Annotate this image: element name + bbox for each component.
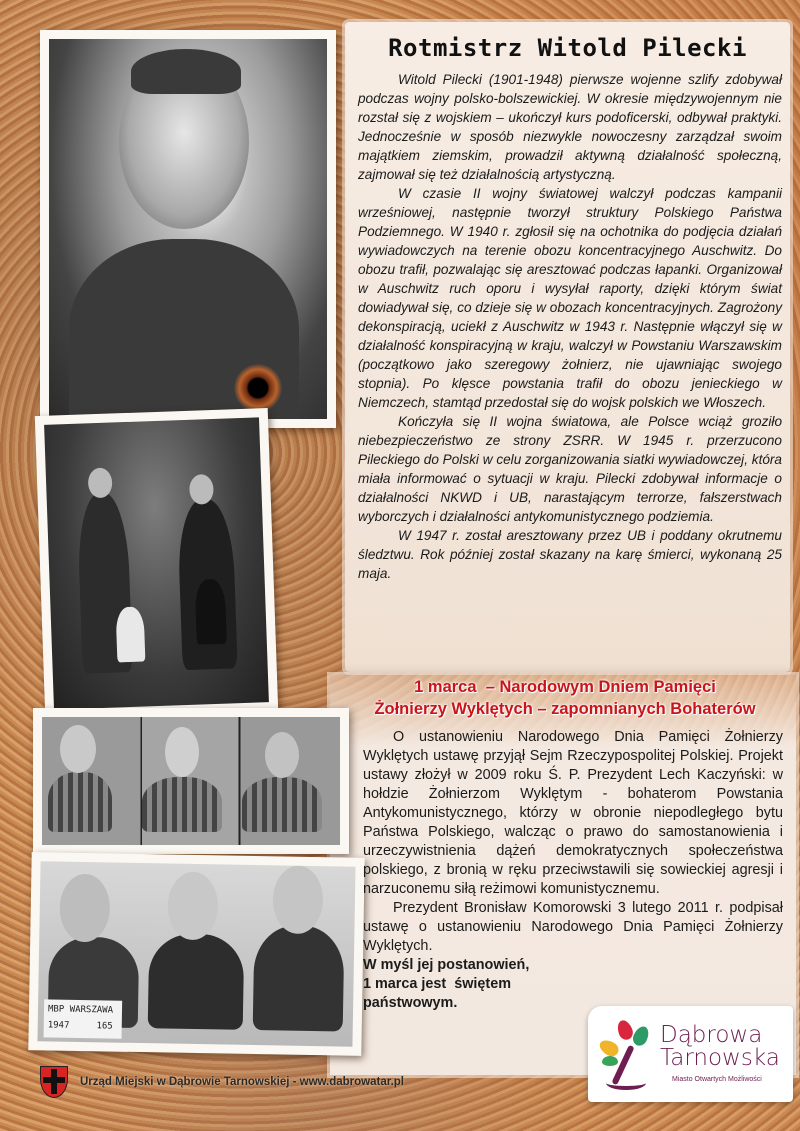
hand-icon	[606, 1076, 646, 1090]
logo-name	[660, 1024, 780, 1070]
bio-paragraph: Kończyła się II wojna światowa, ale Polsce wciąż groziło niebezpieczeństwo ze strony ZSRR. W 1945 r. przerzucono Pileckiego do Polski w celu zorganizowania siatki wywiadowczej, która miała informować o sytuacji w kraju. Pilecki zdobywał informacje o działalności NKWD i UB, narastającym terrorze, fałszerstwach wyborczych i działalności antykomunistycznego podziemia.	[358, 414, 782, 524]
bullet-hole-graphic	[234, 364, 282, 412]
leaf-icon	[602, 1056, 618, 1066]
bio-paragraph: W czasie II wojny światowej walczył podczas kampanii wrześniowej, następnie tworzył struktury Polskiego Państwa Podziemnego. W 1940 r. zgłosił się na ochotnika do podjęcia działań wywiadowczych na terenie obozu koncentracyjnego Auschwitz. Do obozu trafił, pozwalając się aresztować podczas łapanki. Organizował w Auschwitz ruch oporu i wysyłał raporty, dzięki którym świat dowiadywał się, co dzieje się w obozach koncentracyjnych. Zagrożony dekonspiracją, uciekł z Auschwitz w 1943 r. Następnie włączył się w działalność konspiracyjną w kraju, walczył w Powstaniu Warszawskim (początkowo jako szeregowy żołnierz, nie ujawniając swojego stopnia). Po klęsce powstania trafił do obozu jenieckiego w Niemczech, stamtąd przedostał się do wojsk polskich we Włoszech.	[358, 186, 782, 410]
city-logo	[588, 1006, 793, 1102]
law-paragraph: O ustanowieniu Narodowego Dnia Pamięci Żołnierzy Wyklętych ustawę przyjął Sejm Rzeczypospolitej Polskiej. Projekt ustawy złożył w 2009 roku Ś. P. Prezydent Lech Kaczyński: w hołdzie Żołnierzom Wyklętym - bohaterom Powstania Antykomunistycznego, którzy w obronie niepodległego bytu Państwa Polskiego, walcząc o prawo do samostanowienia i urzeczywistnienia dążeń demokratycznych społeczeństwa polskiego, z bronią w ręku przeciwstawili się sowieckiej agresji i narzuconemu siłą reżimowi komunistycznemu.	[363, 729, 783, 897]
logo-tagline: Miasto Otwartych Możliwości	[672, 1076, 762, 1083]
law-closing-line: 1 marca jest świętem	[363, 976, 511, 992]
bio-paragraph: W 1947 r. został aresztowany przez UB i poddany okrutnemu śledztwu. Rok później został skazany na karę śmierci, wykonaną 25 maja.	[358, 528, 782, 581]
family-photo	[35, 408, 278, 719]
headline-line-2: Żołnierzy Wyklętych – zapomnianych Bohaterów	[374, 700, 756, 718]
law-closing-line: W myśl jej postanowień,	[363, 957, 530, 973]
law-paragraph: Prezydent Bronisław Komorowski 3 lutego 2011 r. podpisał ustawę o ustanowieniu Narodowego Dnia Pamięci Żołnierzy Wyklętych.	[363, 900, 783, 954]
page-title: Rotmistrz Witold Pilecki	[388, 34, 747, 62]
memorial-day-headline	[340, 676, 790, 720]
law-text	[363, 728, 783, 1013]
auschwitz-photo	[33, 708, 349, 854]
logo-name-line: Tarnowska	[660, 1045, 780, 1071]
biography-text	[358, 70, 782, 583]
placard-line: MBP WARSZAWA	[47, 1004, 114, 1016]
headline-line-1: 1 marca – Narodowym Dniem Pamięci	[414, 678, 716, 696]
placard-number: 1947 165	[47, 1020, 113, 1032]
prison-placard	[44, 999, 123, 1038]
coat-of-arms-icon	[40, 1066, 68, 1098]
leaf-icon	[630, 1024, 651, 1048]
bio-paragraph: Witold Pilecki (1901-1948) pierwsze wojenne szlify zdobywał podczas wojny polsko-bolszewickiej. W okresie międzywojennym nie rozstał się z wojskiem – ukończył kurs podoficerski, odbywał praktyki. Jednocześnie w sposób niezwykle nowoczesny zarządzał swoim majątkiem ziemskim, prowadził aktywną działalność społeczną, zajmował się też działalnością artystyczną.	[358, 72, 782, 182]
footer	[40, 1066, 404, 1098]
footer-text[interactable]: Urząd Miejski w Dąbrowie Tarnowskiej - www.dabrowatar.pl	[80, 1076, 404, 1088]
law-closing-line: państwowym.	[363, 995, 458, 1011]
mugshot-photo	[28, 852, 364, 1056]
logo-name-line: Dąbrowa	[660, 1022, 763, 1048]
portrait-photo	[40, 30, 336, 428]
